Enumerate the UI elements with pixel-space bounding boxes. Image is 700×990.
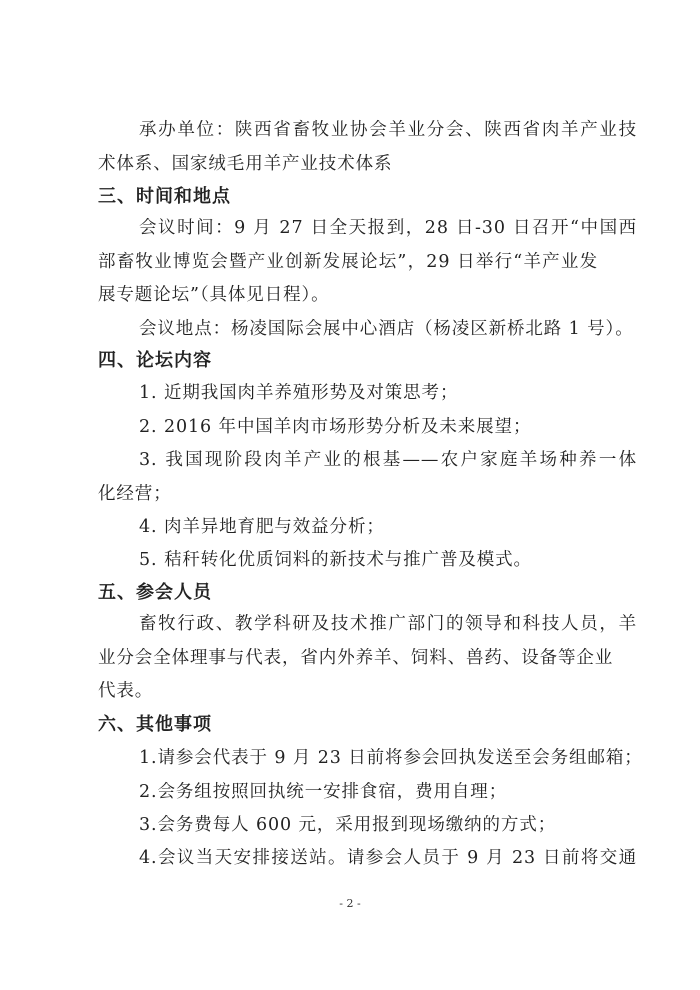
section-6-heading: 六、其他事项 — [98, 714, 212, 735]
other-item-1: 1.请参会代表于 9 月 23 日前将参会回执发送至会务组邮箱； — [139, 748, 643, 768]
organizers-line-1: 承办单位：陕西省畜牧业协会羊业分会、陕西省肉羊产业技 — [139, 120, 637, 140]
forum-topic-2: 2. 2016 年中国羊肉市场形势分析及未来展望； — [139, 417, 532, 437]
meeting-place: 会议地点：杨凌国际会展中心酒店（杨凌区新桥北路 1 号）。 — [139, 319, 634, 339]
attendees-line-2: 业分会全体理事与代表，省内外养羊、饲料、兽药、设备等企业 — [98, 648, 614, 668]
forum-topic-5: 5. 秸秆转化优质饲料的新技术与推广普及模式。 — [139, 550, 532, 570]
section-5-heading: 五、参会人员 — [98, 582, 212, 603]
section-4-heading: 四、论坛内容 — [98, 350, 212, 371]
other-item-3: 3.会务费每人 600 元，采用报到现场缴纳的方式； — [139, 815, 557, 835]
organizers-line-2: 术体系、国家绒毛用羊产业技术体系 — [98, 154, 393, 174]
forum-topic-1: 1. 近期我国肉羊养殖形势及对策思考； — [139, 383, 459, 403]
meeting-time-line-3: 展专题论坛”（具体见日程）。 — [98, 285, 330, 305]
forum-topic-3-line-1: 3. 我国现阶段肉羊产业的根基——农户家庭羊场种养一体 — [139, 450, 637, 470]
attendees-line-1: 畜牧行政、教学科研及技术推广部门的领导和科技人员，羊 — [139, 614, 637, 634]
other-item-4: 4.会议当天安排接送站。请参会人员于 9 月 23 日前将交通 — [139, 848, 637, 868]
section-3-heading: 三、时间和地点 — [98, 186, 231, 207]
forum-topic-4: 4. 肉羊异地育肥与效益分析； — [139, 517, 385, 537]
forum-topic-3-line-2: 化经营； — [98, 484, 172, 504]
attendees-line-3: 代表。 — [98, 681, 154, 701]
other-item-2: 2.会务组按照回执统一安排食宿，费用自理； — [139, 782, 508, 802]
page-number: - 2 - — [339, 897, 361, 910]
meeting-time-line-1: 会议时间：9 月 27 日全天报到，28 日-30 日召开“中国西 — [139, 218, 637, 238]
meeting-time-line-2: 部畜牧业博览会暨产业创新发展论坛”，29 日举行“羊产业发 — [98, 252, 598, 272]
